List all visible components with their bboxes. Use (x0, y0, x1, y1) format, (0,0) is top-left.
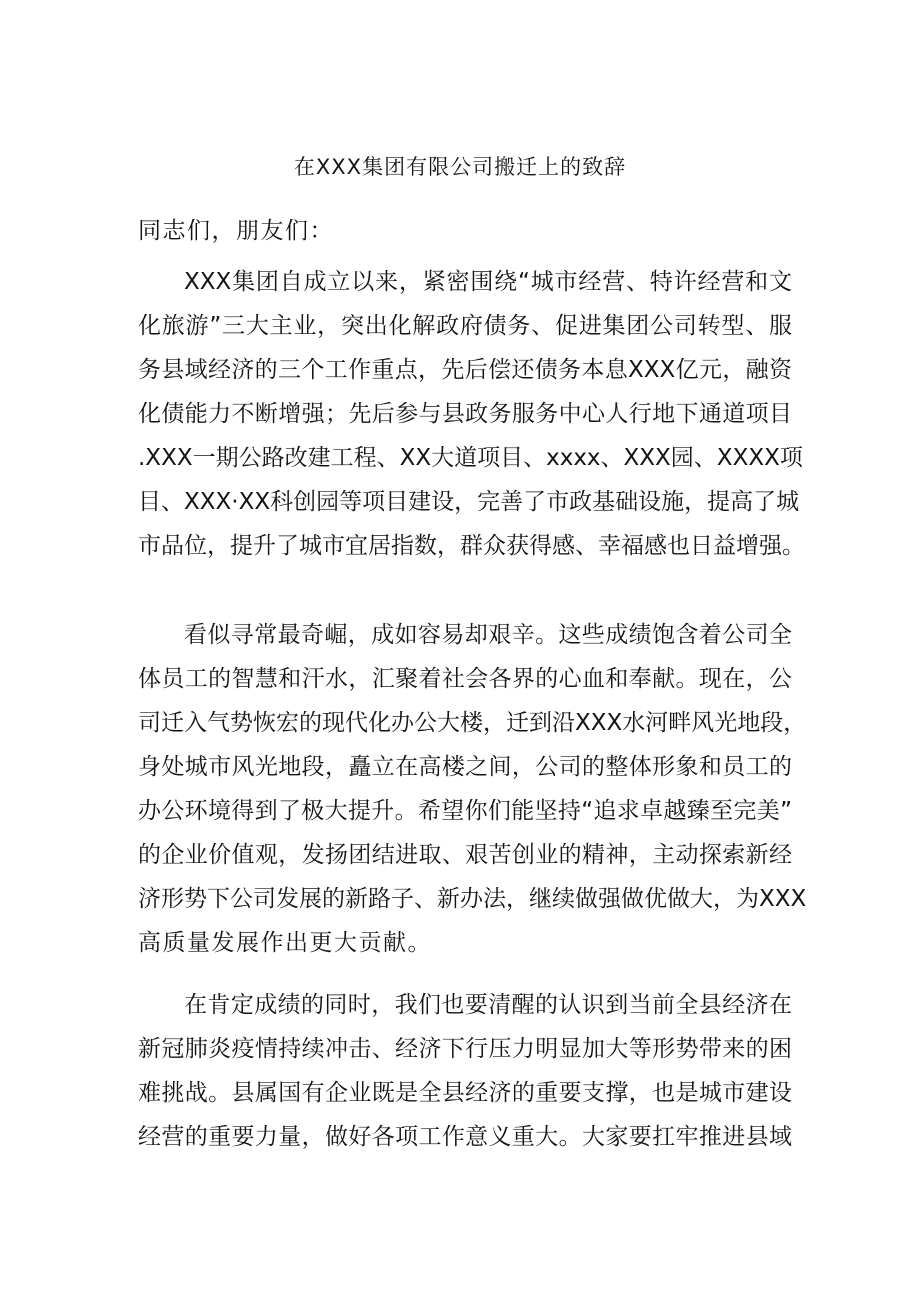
paragraph-line: 的企业价值观，发扬团结进取、艰苦创业的精神，主动探索新经 (138, 842, 792, 868)
paragraph-line: 在肯定成绩的同时，我们也要清醒的认识到当前全县经济在 (184, 992, 792, 1018)
page-title: 在XXX集团有限公司搬迁上的致辞 (293, 155, 627, 179)
paragraph-line: 司迁入气势恢宏的现代化办公大楼，迁到沿XXX水河畔风光地段， (138, 710, 807, 736)
paragraph-line: 化旅游”三大主业，突出化解政府债务、促进集团公司转型、服 (138, 313, 792, 339)
paragraph-line: .XXX一期公路改建工程、XX大道项目、xxxx、XXX园、XXXX项 (138, 445, 803, 471)
paragraph-line: 新冠肺炎疫情持续冲击、经济下行压力明显加大等形势带来的困 (138, 1036, 792, 1062)
paragraph-line: 难挑战。县属国有企业既是全县经济的重要支撑，也是城市建设 (138, 1080, 792, 1106)
paragraph-line: XXX集团自成立以来，紧密围绕“城市经营、特许经营和文 (184, 269, 792, 295)
paragraph-line: 办公环境得到了极大提升。希望你们能坚持“追求卓越臻至完美” (138, 798, 792, 824)
salutation: 同志们，朋友们： (138, 218, 334, 244)
paragraph-line: 市品位，提升了城市宜居指数，群众获得感、幸福感也日益增强。 (138, 533, 805, 559)
paragraph-line: 务县域经济的三个工作重点，先后偿还债务本息XXX亿元，融资 (138, 357, 792, 383)
paragraph-line: 目、XXX·XX科创园等项目建设，完善了市政基础设施，提高了城 (138, 489, 800, 515)
paragraph-line: 身处城市风光地段，矗立在高楼之间，公司的整体形象和员工的 (138, 754, 792, 780)
paragraph-line: 化债能力不断增强；先后参与县政务服务中心人行地下通道项目 (138, 401, 792, 427)
paragraph-line: 高质量发展作出更大贡献。 (138, 930, 432, 956)
paragraph-line: 济形势下公司发展的新路子、新办法，继续做强做优做大，为XXX (138, 886, 807, 912)
paragraph-line: 经营的重要力量，做好各项工作意义重大。大家要扛牢推进县域 (138, 1124, 792, 1150)
paragraph-line: 体员工的智慧和汗水，汇聚着社会各界的心血和奉献。现在，公 (138, 666, 792, 692)
paragraph-line: 看似寻常最奇崛，成如容易却艰辛。这些成绩饱含着公司全 (184, 622, 792, 648)
